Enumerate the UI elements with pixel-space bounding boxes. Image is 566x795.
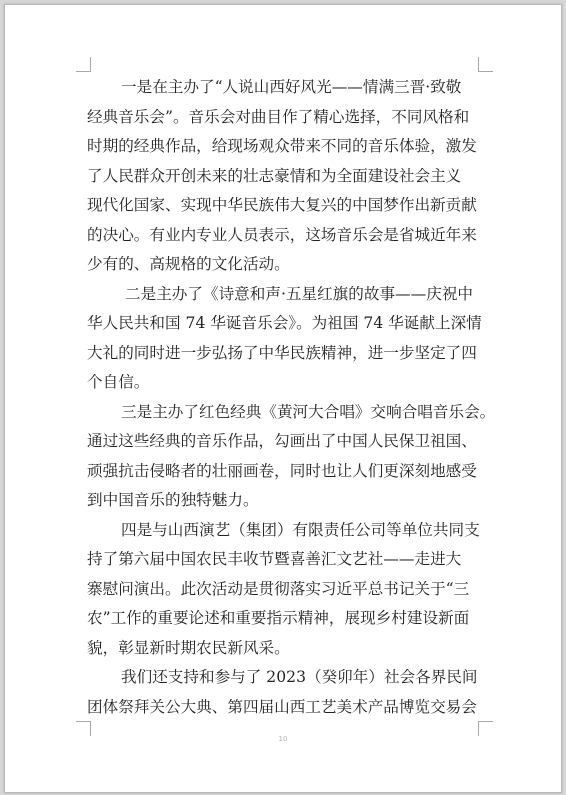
text-line: 到中国音乐的独特魅力。 (87, 491, 259, 509)
text-line: 二是主办了《诗意和声·五星红旗的故事——庆祝中 (125, 284, 474, 303)
text-line: 的决心。有业内专业人员表示，这场音乐会是省城近年来 (87, 225, 477, 244)
paragraph-5 (87, 663, 489, 722)
text-line: 团体祭拜关公大典、第四届山西工艺美术产品博览交易会 (87, 697, 477, 716)
text-line: 一是在主办了“人说山西好风光——情满三晋·致敬 (121, 78, 462, 96)
paragraph-1 (87, 73, 489, 280)
text-line: 少有的、高规格的文化活动。 (87, 255, 290, 273)
text-line: 通过这些经典的音乐作品，勾画出了中国人民保卫祖国、 (87, 432, 477, 450)
text-line: 顽强抗击侵略者的壮丽画卷，同时也让人们更深刻地感受 (87, 461, 477, 480)
text-line: 个自信。 (87, 373, 150, 391)
crop-mark-top-right (478, 57, 493, 72)
paragraph-3 (87, 398, 496, 516)
crop-mark-bottom-left (76, 721, 91, 736)
crop-mark-top-left (76, 57, 91, 72)
text-line: 寨慰问演出。此次活动是贯彻落实习近平总书记关于“三 (87, 579, 470, 598)
document-page (4, 4, 562, 793)
paragraph-4 (87, 516, 489, 664)
text-line: 我们还支持和参与了 2023（癸卯年）社会各界民间 (121, 668, 478, 686)
text-line: 持了第六届中国农民丰收节暨喜善汇文艺社——走进大 (87, 550, 462, 568)
crop-mark-bottom-right (478, 721, 493, 736)
text-line: 经典音乐会”。音乐会对曲目作了精心选择，不同风格和 (87, 107, 470, 126)
text-line: 华人民共和国 74 华诞音乐会》。为祖国 74 华诞献上深情 (87, 314, 482, 332)
text-line: 现代化国家、实现中华民族伟大复兴的中国梦作出新贡献 (87, 196, 477, 214)
paragraph-2 (87, 280, 489, 398)
text-line: 大礼的同时进一步弘扬了中华民族精神，进一步坚定了四 (87, 343, 477, 362)
text-line: 了人民群众开创未来的壮志豪情和为全面建设社会主义 (87, 166, 462, 185)
text-line: 四是与山西演艺（集团）有限责任公司等单位共同支 (121, 520, 480, 539)
document-body (87, 73, 496, 722)
text-line: 农”工作的重要论述和重要指示精神，展现乡村建设新面 (87, 609, 470, 627)
text-line: 三是主办了红色经典《黄河大合唱》交响合唱音乐会。 (121, 402, 496, 421)
text-line: 貌，彰显新时期农民新风采。 (87, 638, 290, 657)
text-line: 时期的经典作品，给现场观众带来不同的音乐体验，激发 (87, 137, 477, 155)
page-number: 10 (278, 735, 288, 743)
